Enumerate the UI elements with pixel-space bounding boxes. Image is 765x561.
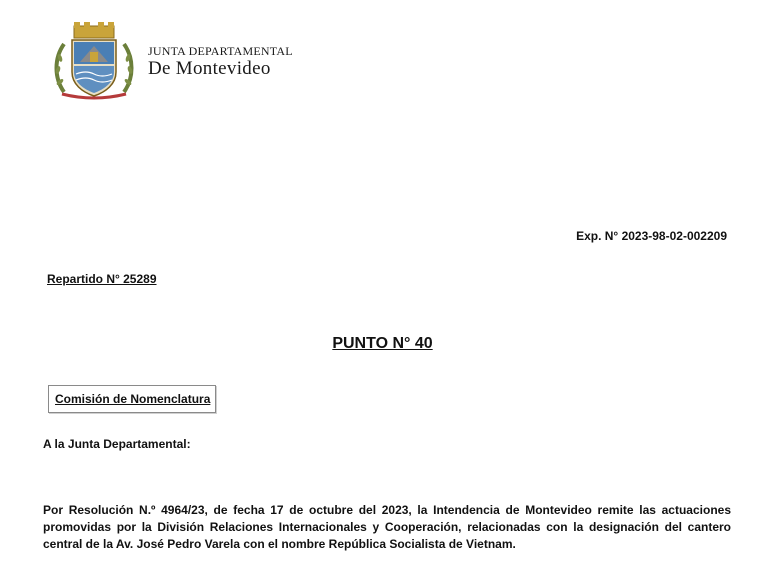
comision-label: Comisión de Nomenclatura bbox=[55, 392, 211, 406]
letterhead bbox=[50, 22, 293, 100]
punto-heading: PUNTO N° 40 bbox=[332, 335, 433, 352]
body-paragraph: Por Resolución N.º 4964/23, de fecha 17 de octubre del 2023, la Intendencia de Montevideo remite las actuaciones promovidas por la División Relaciones Internacionales y Cooperación, relacionadas con la designación del cantero central de la Av. José Pedro Varela con el nombre República Socialista de Vietnam. bbox=[43, 503, 731, 551]
comision-box bbox=[48, 385, 216, 413]
montevideo-coat-of-arms-icon bbox=[50, 22, 138, 100]
salutation: A la Junta Departamental: bbox=[43, 437, 191, 451]
repartido-number: Repartido N° 25289 bbox=[47, 272, 157, 286]
organization-name bbox=[148, 45, 293, 78]
expediente-number: Exp. N° 2023-98-02-002209 bbox=[576, 229, 727, 243]
organization-name-line1: JUNTA DEPARTAMENTAL bbox=[148, 43, 293, 58]
organization-name-line2: De Montevideo bbox=[148, 57, 271, 79]
